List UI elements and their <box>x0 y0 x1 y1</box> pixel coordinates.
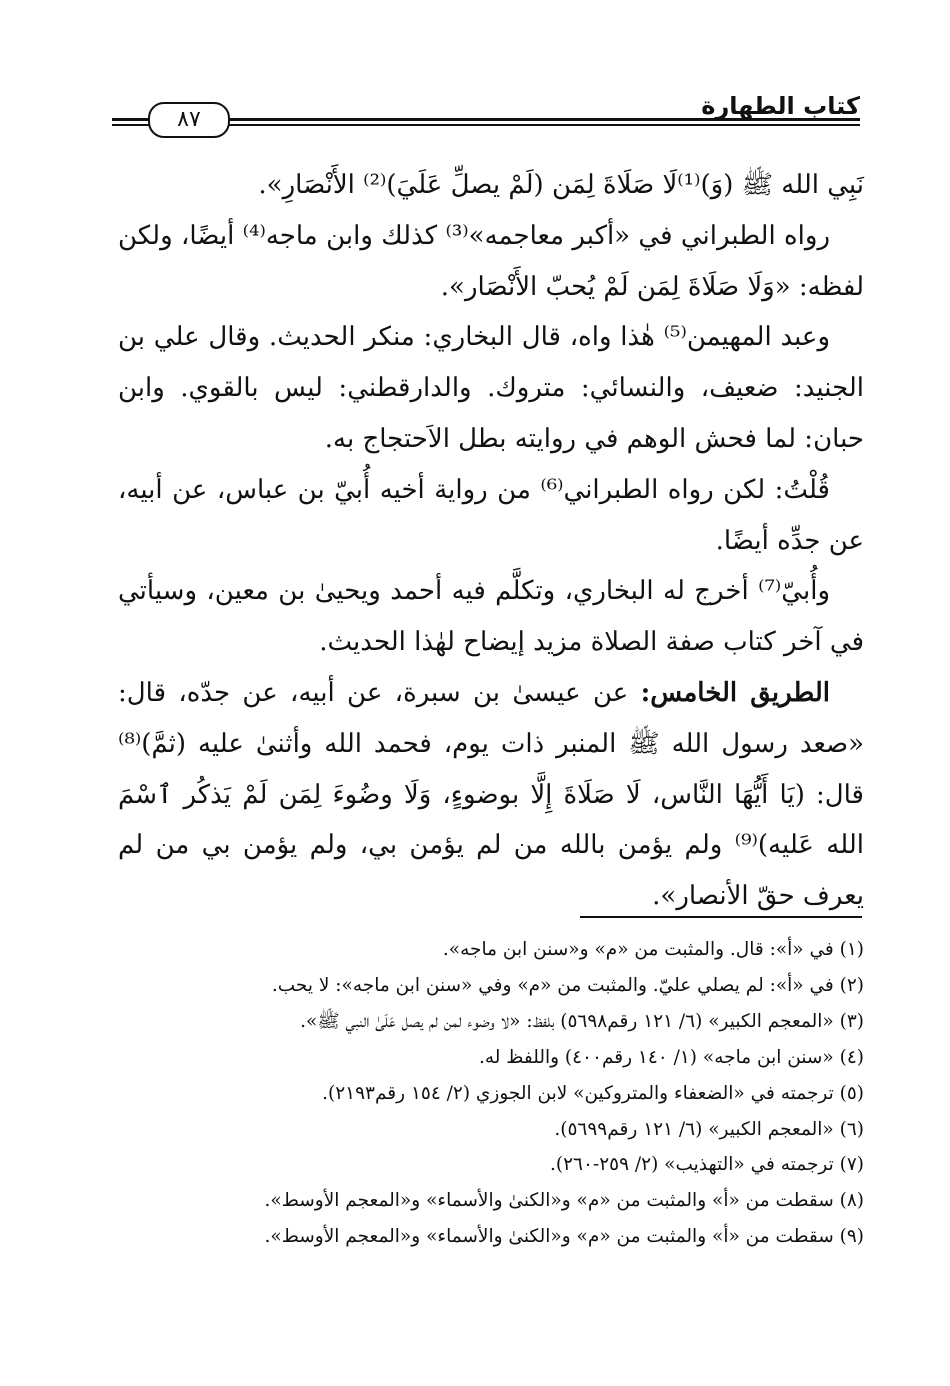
page-header <box>112 88 860 138</box>
footnote: (٥) ترجمته في «الضعفاء والمتروكين» لابن الجوزي (٢/ ١٥٤ رقم٢١٩٣). <box>322 1082 864 1104</box>
footnotes <box>118 932 864 1255</box>
footnote: (٤) «سنن ابن ماجه» (١/ ١٤٠ رقم٤٠٠) واللفظ له. <box>478 1046 864 1068</box>
paragraph-3: وعبد المهيمن⁽⁵⁾ هٰذا واه، قال البخاري: منكر الحديث. وقال علي بن الجنيد: ضعيف، والنسائي: متروك. والدارقطني: ليس بالقوي. وابن حبان: لما فحش الوهم في روايته بطل الاَحتجاج به. <box>118 322 864 454</box>
main-text <box>118 160 864 922</box>
paragraph-6 <box>118 668 864 922</box>
paragraph-2: رواه الطبراني في «أكبر معاجمه»⁽³⁾ كذلك وابن ماجه⁽⁴⁾ أيضًا، ولكن لفظه: «وَلَا صَلَاةَ لِمَن لَمْ يُحبّ الأَنْصَار». <box>118 220 864 302</box>
paragraph-6-text: عن عيسىٰ بن سبرة، عن أبيه، عن جدّه، قال: «صعد رسول الله ﷺ المنبر ذات يوم، فحمد الله وأثنىٰ عليه (ثمَّ)⁽⁸⁾ قال: (يَا أَيُّهَا النَّاس، لَا صَلَاةَ إِلَّا بوضوءٍ، وَلَا وضُوءَ لِمَن لَمْ يَذكُر ٱسْمَ الله عَليه)⁽⁹⁾ ولم يؤمن بالله من لم يؤمن بي، ولم يؤمن بي من لم يعرف حقّ الأنصار». <box>118 677 864 912</box>
footnote: (٧) ترجمته في «التهذيب» (٢/ ٢٥٩-٢٦٠). <box>550 1154 864 1176</box>
paragraph-1: نَبِي الله ﷺ (وَ)⁽¹⁾لَا صَلَاةَ لِمَن (لَمْ يصلِّ عَلَيَ)⁽²⁾ الأَنْصَارِ». <box>258 170 864 200</box>
footnote: (٩) سقطت من «أ» والمثبت من «م» و«الكنىٰ والأسماء» و«المعجم الأوسط». <box>264 1226 864 1248</box>
footnote-separator <box>580 916 862 918</box>
paragraph-5: وأُبيّ⁽⁷⁾ أخرج له البخاري، وتكلَّم فيه أحمد ويحيىٰ بن معين، وسيأتي في آخر كتاب صفة الصلاة مزيد إيضاح لهٰذا الحديث. <box>118 576 864 658</box>
book-title: كتاب الطهارة <box>701 92 860 120</box>
footnote: (١) في «أ»: قال. والمثبت من «م» و«سنن ابن ماجه». <box>442 939 864 960</box>
section-heading: الطريق الخامس: <box>640 677 830 708</box>
footnote: (٢) في «أ»: لم يصلي عليّ. والمثبت من «م» وفي «سنن ابن ماجه»: لا يحب. <box>271 974 864 996</box>
footnote: (٨) سقطت من «أ» والمثبت من «م» و«الكنىٰ والأسماء» و«المعجم الأوسط». <box>264 1190 864 1212</box>
paragraph-4: قُلْتُ: لكن رواه الطبراني⁽⁶⁾ من رواية أخيه أُبيّ بن عباس، عن أبيه، عن جدِّه أيضًا. <box>118 474 864 556</box>
footnote: (٣) «المعجم الكبير» (٦/ ١٢١ رقم٥٦٩٨) بلفظ: «لا وضوء لمن لم يصل عَلَىٰ النبي ﷺ». <box>300 1010 864 1032</box>
footnote: (٦) «المعجم الكبير» (٦/ ١٢١ رقم٥٦٩٩). <box>554 1118 864 1140</box>
page-number: ٨٧ <box>148 102 230 138</box>
